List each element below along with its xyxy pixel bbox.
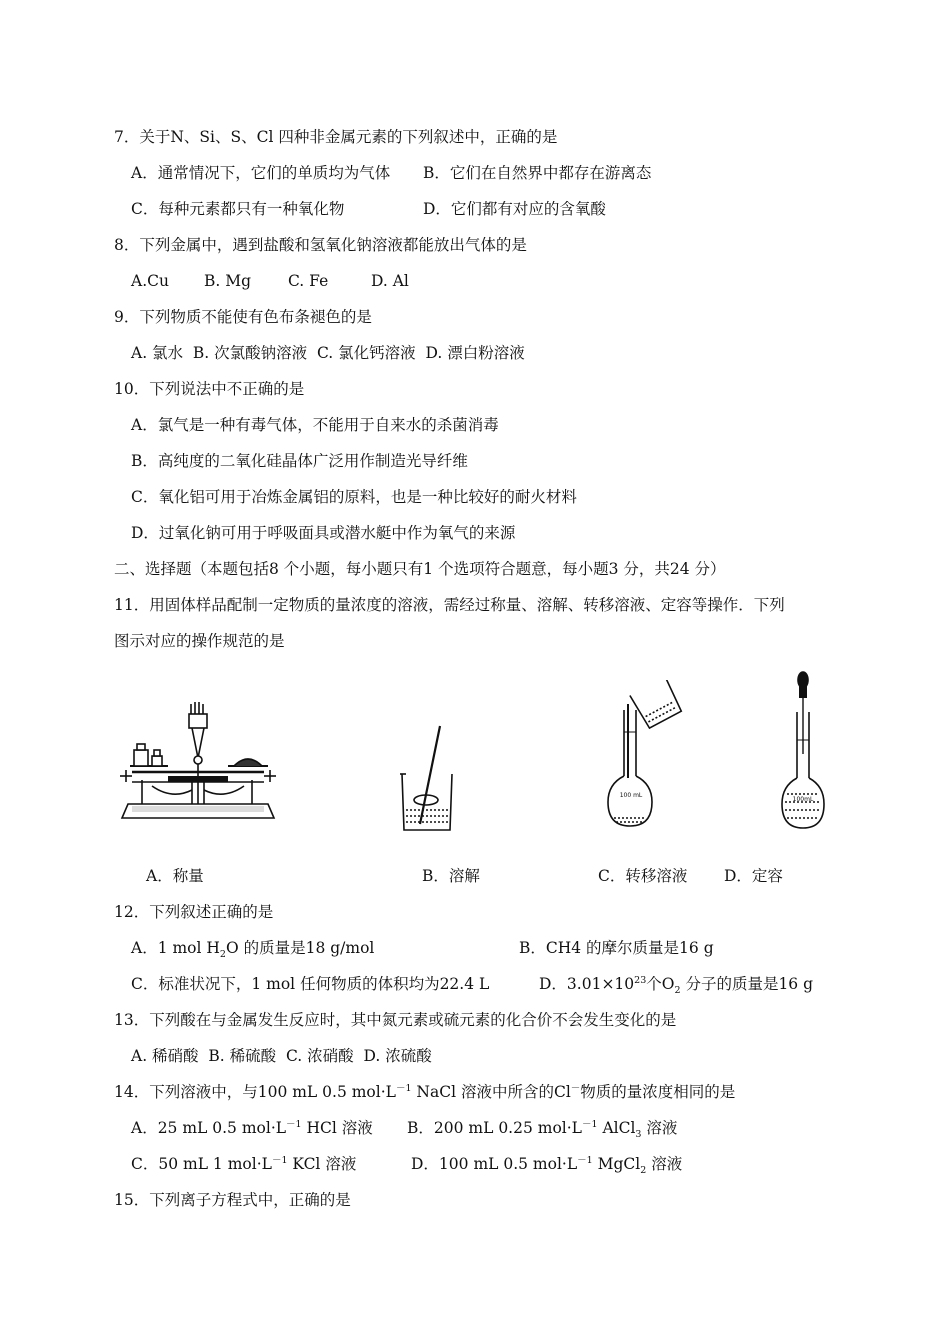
q14-stem-text: 14．下列溶液中，与100 mL 0.5 mol·L xyxy=(114,1083,396,1101)
q14-c-superscript: －1 xyxy=(271,1154,288,1166)
q10-option-c: C．氧化铝可用于冶炼金属铝的原料，也是一种比较好的耐火材料 xyxy=(131,488,577,506)
q8-option-d: D. Al xyxy=(371,272,409,290)
q8-option-a: A.Cu xyxy=(131,272,169,290)
q12-a-text-end: O 的质量是18 g/mol xyxy=(225,939,375,957)
q11-option-d: D．定容 xyxy=(724,867,783,885)
q12-d-text: D．3.01×10 xyxy=(539,975,635,993)
q7-option-d: D．它们都有对应的含氧酸 xyxy=(423,200,606,218)
beaker-figure xyxy=(396,724,458,834)
q14-option-d xyxy=(411,1154,683,1177)
q14-option-b xyxy=(407,1118,678,1141)
q14-b-superscript: －1 xyxy=(581,1118,598,1130)
q8-option-b: B. Mg xyxy=(204,272,252,290)
q12-d-text-end: 分子的质量是16 g xyxy=(680,975,814,993)
q15-stem: 15．下列离子方程式中，正确的是 xyxy=(114,1191,351,1209)
flask-label-c: 100 mL xyxy=(619,792,643,799)
q9-options: A. 氯水 B. 次氯酸钠溶液 C. 氯化钙溶液 D. 漂白粉溶液 xyxy=(131,344,525,362)
q10-option-a: A．氯气是一种有毒气体，不能用于自来水的杀菌消毒 xyxy=(131,416,499,434)
q14-d-subscript: 2 xyxy=(640,1165,647,1177)
q12-stem: 12．下列叙述正确的是 xyxy=(114,903,274,921)
q14-a-text-end: HCl 溶液 xyxy=(301,1119,373,1137)
q12-option-c: C．标准状况下，1 mol 任何物质的体积均为22.4 L xyxy=(131,975,490,993)
q14-option-c xyxy=(131,1154,356,1174)
q14-b-text-end: 溶液 xyxy=(641,1119,678,1137)
q12-option-b: B．CH4 的摩尔质量是16 g xyxy=(519,939,714,957)
q14-d-superscript: －1 xyxy=(577,1154,593,1166)
q7-option-a: A．通常情况下，它们的单质均为气体 xyxy=(131,164,391,182)
q14-option-a xyxy=(131,1118,373,1138)
q14-stem-text-end: 物质的量浓度相同的是 xyxy=(580,1083,736,1101)
q14-c-text: C．50 mL 1 mol·L xyxy=(131,1155,272,1173)
q11-option-a: A．称量 xyxy=(146,867,204,885)
q14-d-text: D．100 mL 0.5 mol·L xyxy=(411,1155,578,1173)
q14-b-subscript: 3 xyxy=(635,1129,642,1141)
q11-option-c: C．转移溶液 xyxy=(598,867,688,885)
q10-stem: 10．下列说法中不正确的是 xyxy=(114,380,305,398)
q13-stem: 13．下列酸在与金属发生反应时，其中氮元素或硫元素的化合价不会发生变化的是 xyxy=(114,1011,677,1029)
balance-figure xyxy=(112,700,284,828)
q10-option-b: B．高纯度的二氧化硅晶体广泛用作制造光导纤维 xyxy=(131,452,468,470)
q7-option-c: C．每种元素都只有一种氧化物 xyxy=(131,200,345,218)
q14-stem-superscript-2: － xyxy=(570,1082,581,1094)
q14-d-text-end: 溶液 xyxy=(646,1155,683,1173)
q14-a-text: A．25 mL 0.5 mol·L xyxy=(131,1119,287,1137)
q14-b-text-mid: AlCl xyxy=(597,1119,636,1137)
q12-d-superscript: 23 xyxy=(634,974,647,986)
q14-stem-superscript-1: －1 xyxy=(395,1082,412,1094)
q14-stem xyxy=(114,1082,735,1102)
q8-option-c: C. Fe xyxy=(288,272,329,290)
q14-a-superscript: －1 xyxy=(286,1118,302,1130)
q8-stem: 8．下列金属中，遇到盐酸和氢氧化钠溶液都能放出气体的是 xyxy=(114,236,527,254)
q7-option-b: B．它们在自然界中都存在游离态 xyxy=(423,164,652,182)
q13-options: A. 稀硝酸 B. 稀硫酸 C. 浓硝酸 D. 浓硫酸 xyxy=(131,1047,432,1065)
q11-stem-line1: 11．用固体样品配制一定物质的量浓度的溶液，需经过称量、溶解、转移溶液、定容等操作．下列 xyxy=(114,596,785,614)
q14-d-text-mid: MgCl xyxy=(592,1155,641,1173)
q11-option-b: B．溶解 xyxy=(422,867,480,885)
q12-a-text: A．1 mol H xyxy=(131,939,220,957)
q7-stem: 7．关于N、Si、S、Cl 四种非金属元素的下列叙述中，正确的是 xyxy=(114,128,558,146)
section-2-heading: 二、选择题（本题包括8 个小题，每小题只有1 个选项符合题意，每小题3 分，共24 分） xyxy=(114,560,726,578)
q14-b-text: B．200 mL 0.25 mol·L xyxy=(407,1119,582,1137)
flask-label-d: 100mL xyxy=(792,796,814,803)
q10-option-d: D．过氧化钠可用于呼吸面具或潜水艇中作为氧气的来源 xyxy=(131,524,516,542)
q12-a-subscript: 2 xyxy=(219,949,226,961)
q11-stem-line2: 图示对应的操作规范的是 xyxy=(114,632,285,650)
q14-c-text-end: KCl 溶液 xyxy=(287,1155,357,1173)
q12-option-d xyxy=(539,974,814,997)
q12-d-text-mid: 个O xyxy=(646,975,675,993)
volumetric-flask-transfer-figure xyxy=(604,680,684,830)
q9-stem: 9．下列物质不能使有色布条褪色的是 xyxy=(114,308,372,326)
q14-stem-text-mid: NaCl 溶液中所含的Cl xyxy=(411,1083,571,1101)
volumetric-flask-dropper-figure xyxy=(778,670,834,832)
q12-d-subscript: 2 xyxy=(674,985,681,997)
q12-option-a xyxy=(131,938,375,961)
